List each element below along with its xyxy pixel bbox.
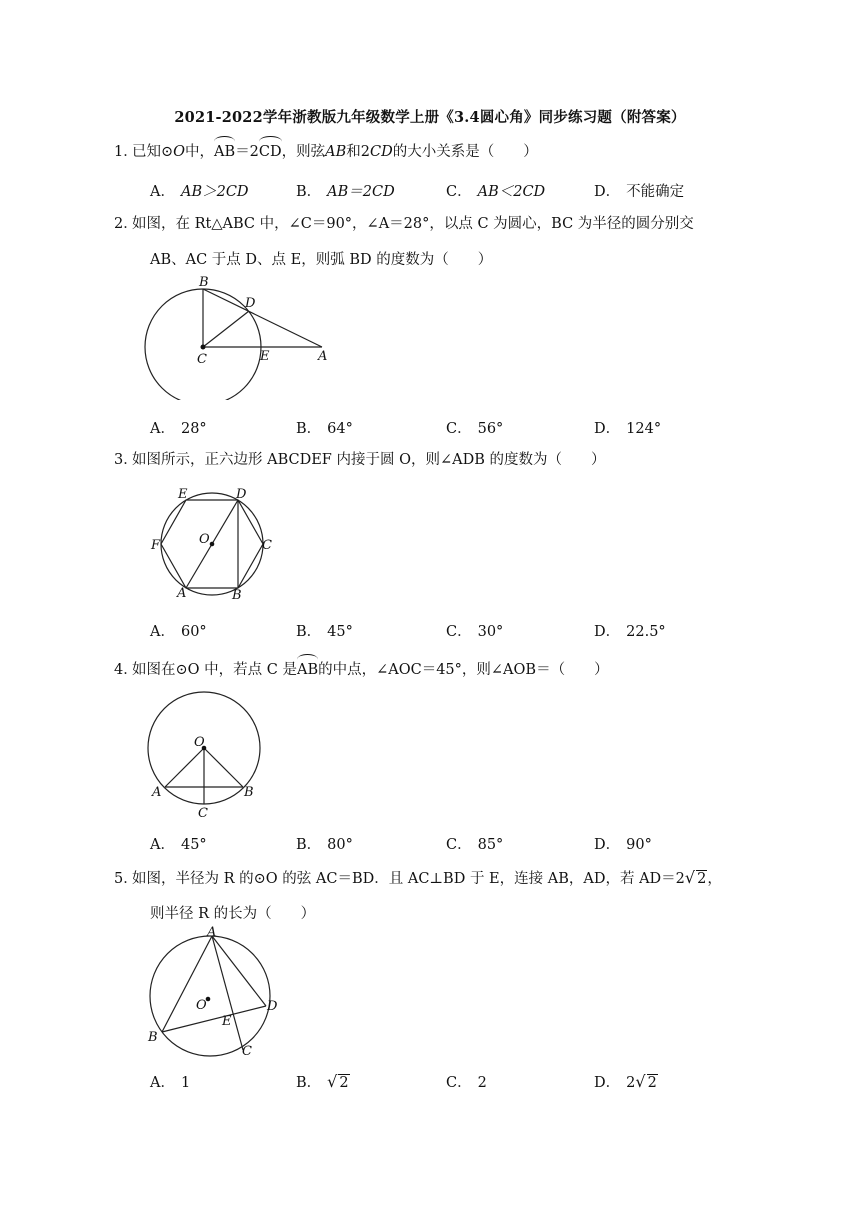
q1-chord-ab: AB xyxy=(325,144,347,160)
q3-option-c[interactable]: C． 30° xyxy=(446,624,504,640)
q3-label-f: F xyxy=(151,538,161,553)
q4-label-b: B xyxy=(244,785,254,800)
q1-option-a[interactable]: A． AB＞2CD xyxy=(150,184,249,200)
q4-option-b[interactable]: B． 80° xyxy=(296,837,353,853)
q1-circle-name: O xyxy=(173,144,186,160)
q3-option-b[interactable]: B． 45° xyxy=(296,624,353,640)
q3-label-c: C xyxy=(262,538,272,553)
q5-segment-ad xyxy=(212,936,266,1006)
sqrt-icon: √ xyxy=(327,1072,338,1091)
q2-label-d: D xyxy=(245,296,256,311)
q1-text-mid2: ，则弦 xyxy=(281,144,326,160)
q4-text-prefix: 如图在⊙O 中，若点 C 是 xyxy=(132,662,297,678)
q1-arc-ab: AB xyxy=(214,144,236,160)
question-3-number: 3． xyxy=(114,452,138,468)
question-2-stem-line2: AB、AC 于点 D、点 E，则弧 BD 的度数为（ ） xyxy=(150,252,493,268)
q3-label-d: D xyxy=(236,487,247,502)
q5-label-d: D xyxy=(267,999,278,1014)
q2-option-b[interactable]: B． 64° xyxy=(296,421,353,437)
q2-figure xyxy=(140,270,340,400)
q1-chord-cd: CD xyxy=(370,144,393,160)
q4-figure xyxy=(142,686,272,822)
q5-segment-ab xyxy=(162,936,212,1032)
q5-option-c[interactable]: C． 2 xyxy=(446,1075,487,1091)
q3-center-dot xyxy=(210,542,215,547)
q5-figure xyxy=(140,924,290,1064)
q3-label-b: B xyxy=(232,588,242,603)
question-4-stem xyxy=(114,660,742,680)
q4-text-end: 的中点，∠AOC＝45°，则∠AOB＝（ ） xyxy=(318,662,609,678)
q2-label-b: B xyxy=(199,275,209,290)
q5-line1-end: ， xyxy=(707,871,722,887)
question-5-stem-line2: 则半径 R 的长为（ ） xyxy=(150,906,316,922)
question-1-number: 1． xyxy=(114,144,138,160)
q1-option-b[interactable]: B． AB＝2CD xyxy=(296,184,395,200)
q5-label-o: O xyxy=(196,998,207,1013)
q2-segment-ba xyxy=(203,289,322,347)
q5-option-a[interactable]: A． 1 xyxy=(150,1075,191,1091)
question-4-number: 4． xyxy=(114,662,138,678)
q2-option-d[interactable]: D． 124° xyxy=(594,421,662,437)
question-5-number: 5． xyxy=(114,871,138,887)
q4-label-o: O xyxy=(194,735,205,750)
question-5-stem xyxy=(114,868,742,889)
q5-option-d[interactable]: D． 2√ 2 xyxy=(594,1072,657,1091)
q5-label-c: C xyxy=(242,1044,252,1059)
question-1-stem xyxy=(114,142,742,162)
q5-segment-bd xyxy=(162,1006,266,1032)
q5-segment-ac xyxy=(212,936,243,1050)
sqrt-icon: √ xyxy=(635,1072,646,1091)
q5-label-b: B xyxy=(148,1030,158,1045)
q4-option-a[interactable]: A． 45° xyxy=(150,837,207,853)
q1-text-mid1: 中， xyxy=(185,144,215,160)
q3-option-a[interactable]: A． 60° xyxy=(150,624,207,640)
q2-option-a[interactable]: A． 28° xyxy=(150,421,207,437)
question-3-stem xyxy=(114,450,742,470)
q4-option-d[interactable]: D． 90° xyxy=(594,837,652,853)
q1-option-c[interactable]: C． AB＜2CD xyxy=(446,184,546,200)
q4-arc-ab: AB xyxy=(296,662,319,678)
q3-option-d[interactable]: D． 22.5° xyxy=(594,624,666,640)
q2-label-e: E xyxy=(260,349,270,364)
q2-segment-cd xyxy=(203,311,249,347)
q4-segment-oa xyxy=(165,748,204,787)
q2-label-a: A xyxy=(318,349,328,364)
q4-segment-ob xyxy=(204,748,243,787)
q1-text-prefix: 已知⊙ xyxy=(132,144,174,160)
q5-circle xyxy=(150,936,270,1056)
q5-line1-prefix: 如图，半径为 R 的⊙O 的弦 AC＝BD．且 AC⊥BD 于 E，连接 AB，AD，若 AD＝2 xyxy=(132,871,685,887)
q4-label-c: C xyxy=(198,806,208,821)
q5-label-e: E xyxy=(222,1014,232,1029)
q4-label-a: A xyxy=(152,785,162,800)
q3-label-e: E xyxy=(178,487,188,502)
q5-label-a: A xyxy=(207,925,217,940)
q4-option-c[interactable]: C． 85° xyxy=(446,837,504,853)
q2-center-dot xyxy=(201,345,206,350)
q3-label-a: A xyxy=(177,586,187,601)
q1-text-end: 的大小关系是（ ） xyxy=(392,144,538,160)
q3-figure xyxy=(146,484,281,604)
q5-option-b[interactable]: B． √ 2 xyxy=(296,1072,349,1091)
page-title: 2021-2022学年浙教版九年级数学上册《3.4圆心角》同步练习题（附答案） xyxy=(174,109,686,126)
q3-label-o: O xyxy=(199,532,210,547)
question-2-stem xyxy=(114,214,742,234)
q1-arc-cd: CD xyxy=(258,144,282,160)
sqrt-icon: √ xyxy=(684,868,696,887)
q2-option-c[interactable]: C． 56° xyxy=(446,421,504,437)
q2-line1: 如图，在 Rt△ABC 中，∠C＝90°，∠A＝28°，以点 C 为圆心，BC 为半径的圆分别交 xyxy=(132,216,694,232)
q3-line1: 如图所示，正六边形 ABCDEF 内接于圆 O，则∠ADB 的度数为（ ） xyxy=(132,452,606,468)
q1-equals: ＝2 xyxy=(235,144,259,160)
q2-label-c: C xyxy=(197,352,207,367)
q1-text-mid3: 和2 xyxy=(346,144,371,160)
q1-option-d[interactable]: D． 不能确定 xyxy=(594,184,685,200)
q5-line1-radicand: 2 xyxy=(697,871,707,887)
question-2-number: 2． xyxy=(114,216,138,232)
